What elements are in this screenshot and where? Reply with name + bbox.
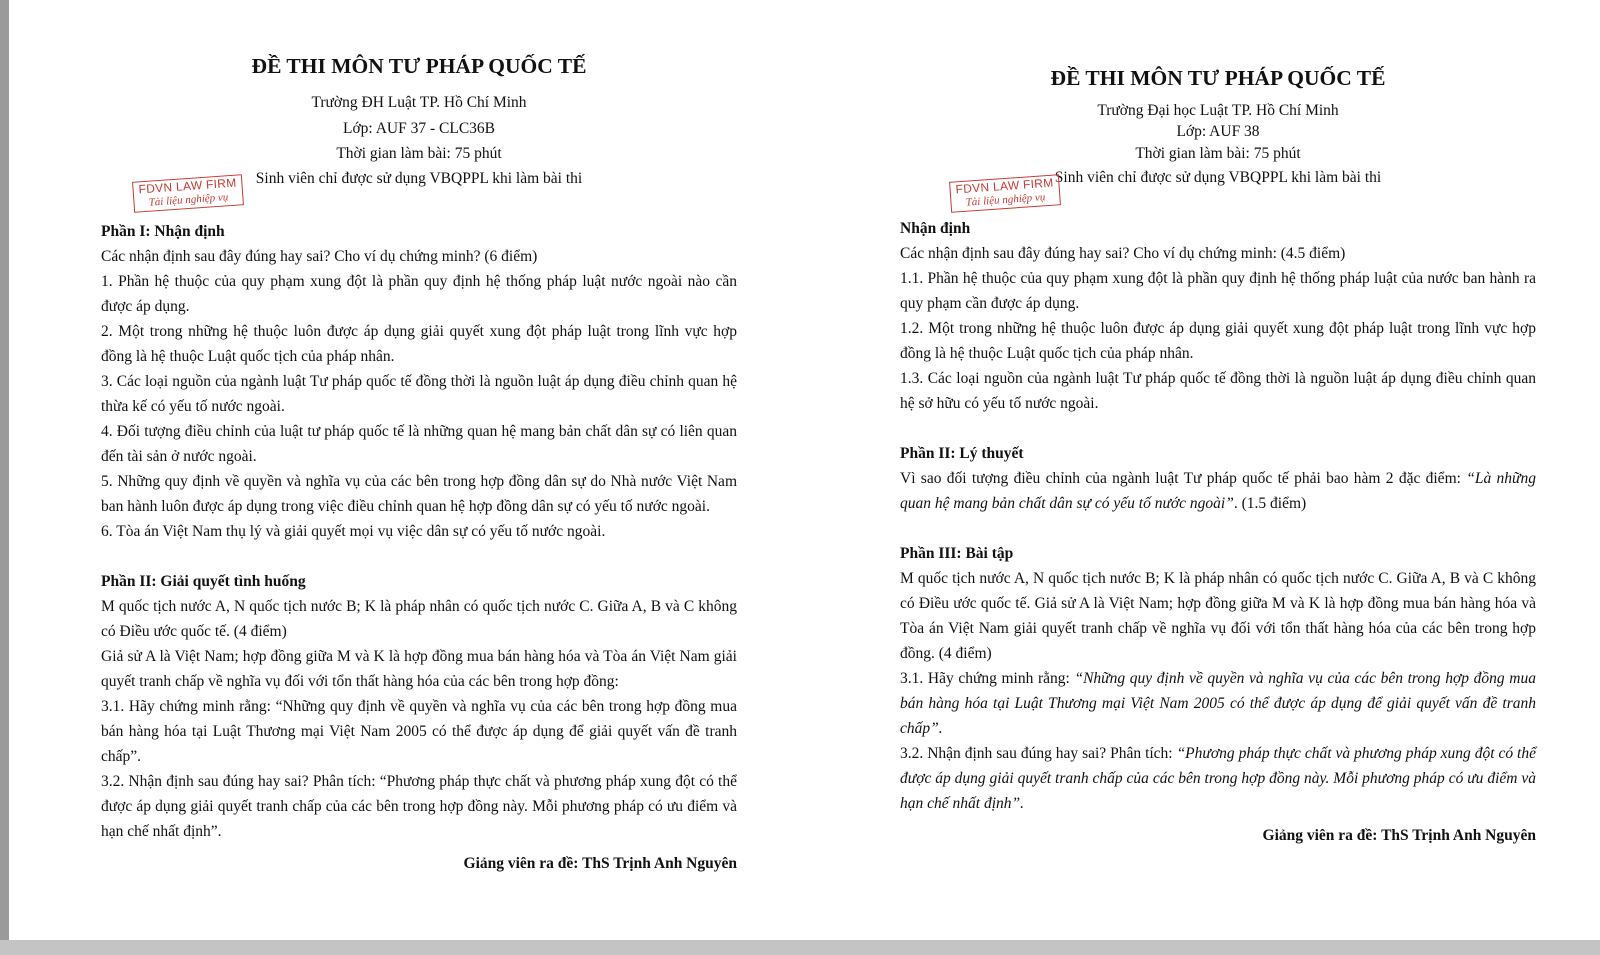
school-name: Trường Đại học Luật TP. Hồ Chí Minh xyxy=(1097,102,1339,119)
section-heading: Phần II: Giải quyết tình huống xyxy=(101,573,306,590)
section-heading: Phần III: Bài tập xyxy=(900,545,1014,562)
question-item: 3. Các loại nguồn của ngành luật Tư pháp quốc tế đồng thời là nguồn luật áp dụng điều chỉnh quan hệ thừa kế có yếu tố nước ngoài. xyxy=(101,373,737,415)
exam-duration: Thời gian làm bài: 75 phút xyxy=(336,145,502,162)
exam-body xyxy=(101,219,737,876)
question-item: 1.1. Phần hệ thuộc của quy phạm xung đột là phần quy định hệ thống pháp luật của nước ban hành ra quy phạm cần được áp dụng. xyxy=(900,270,1536,312)
theory-question: Vì sao đối tượng điều chỉnh của ngành luật Tư pháp quốc tế phải bao hàm 2 đặc điểm: “Là những quan hệ mang bản chất dân sự có yếu tố nước ngoài”. (1.5 điểm) xyxy=(900,470,1536,512)
case-question: 3.2. Nhận định sau đúng hay sai? Phân tích: “Phương pháp thực chất và phương pháp xung đột có thể được áp dụng giải quyết tranh chấp của các bên trong hợp đồng này. Mỗi phương pháp có ưu điểm và hạn chế nhất định”. xyxy=(900,745,1536,812)
question-item: 5. Những quy định về quyền và nghĩa vụ của các bên trong hợp đồng dân sự do Nhà nước Việt Nam ban hành luôn được áp dụng trong việc điều chỉnh quan hệ hợp đồng dân sự có yếu tố nước ngoài. xyxy=(101,473,737,515)
question-item: 1. Phần hệ thuộc của quy phạm xung đột là phần quy định hệ thống pháp luật nước ngoài nào cần được áp dụng. xyxy=(101,273,737,315)
exam-body xyxy=(900,216,1536,848)
section-heading: Nhận định xyxy=(900,220,971,237)
law-firm-stamp: FDVN LAW FIRM Tài liệu nghiệp vụ xyxy=(132,174,244,213)
case-question: 3.2. Nhận định sau đúng hay sai? Phân tích: “Phương pháp thực chất và phương pháp xung đột có thể được áp dụng giải quyết tranh chấp của các bên trong hợp đồng này. Mỗi phương pháp có ưu điểm và hạn chế nhất định”. xyxy=(101,773,737,840)
exam-note: Sinh viên chỉ được sử dụng VBQPPL khi làm bài thi xyxy=(255,170,583,187)
question-item: 4. Đối tượng điều chỉnh của luật tư pháp quốc tế là những quan hệ mang bản chất dân sự có liên quan đến tài sản ở nước ngoài. xyxy=(101,423,737,465)
question-item: 6. Tòa án Việt Nam thụ lý và giải quyết mọi vụ việc dân sự có yếu tố nước ngoài. xyxy=(101,523,606,540)
exam-duration: Thời gian làm bài: 75 phút xyxy=(1135,145,1301,162)
viewer-bottom-edge xyxy=(0,940,1600,955)
section-heading: Phần I: Nhận định xyxy=(101,223,225,240)
question-item: 2. Một trong những hệ thuộc luôn được áp dụng giải quyết xung đột pháp luật trong lĩnh vực hợp đồng là hệ thuộc Luật quốc tịch của pháp nhân. xyxy=(101,323,737,365)
exam-note: Sinh viên chỉ được sử dụng VBQPPL khi làm bài thi xyxy=(1054,169,1382,186)
question-item: 1.2. Một trong những hệ thuộc luôn được áp dụng giải quyết xung đột pháp luật trong lĩnh vực hợp đồng là hệ thuộc Luật quốc tịch của pháp nhân. xyxy=(900,320,1536,362)
viewer-left-edge xyxy=(0,0,9,955)
law-firm-stamp: FDVN LAW FIRM Tài liệu nghiệp vụ xyxy=(949,174,1061,213)
class-name: Lớp: AUF 38 xyxy=(1176,123,1260,140)
lecturer-signature: Giảng viên ra đề: ThS Trịnh Anh Nguyên xyxy=(1262,827,1536,844)
case-paragraph: M quốc tịch nước A, N quốc tịch nước B; K là pháp nhân có quốc tịch nước C. Giữa A, B và C không có Điều ước quốc tế. Giả sử A là Việt Nam; hợp đồng giữa M và K là hợp đồng mua bán hàng hóa và Tòa án Việt Nam giải quyết tranh chấp về nghĩa vụ đối với tổn thất hàng hóa của các bên trong hợp đồng. (4 điểm) xyxy=(900,570,1536,662)
exam-title: ĐỀ THI MÔN TƯ PHÁP QUỐC TẾ xyxy=(251,54,587,78)
class-name: Lớp: AUF 37 - CLC36B xyxy=(342,120,496,137)
question-item: 1.3. Các loại nguồn của ngành luật Tư pháp quốc tế đồng thời là nguồn luật áp dụng điều chỉnh quan hệ sở hữu có yếu tố nước ngoài. xyxy=(900,370,1536,412)
section-heading: Phần II: Lý thuyết xyxy=(900,445,1024,462)
lecturer-signature: Giảng viên ra đề: ThS Trịnh Anh Nguyên xyxy=(463,855,737,872)
exam-title: ĐỀ THI MÔN TƯ PHÁP QUỐC TẾ xyxy=(1050,66,1386,90)
section-instruction: Các nhận định sau đây đúng hay sai? Cho ví dụ chứng minh: (4.5 điểm) xyxy=(900,245,1346,262)
case-paragraph: Giả sử A là Việt Nam; hợp đồng giữa M và K là hợp đồng mua bán hàng hóa và Tòa án Việt Nam giải quyết tranh chấp về nghĩa vụ đối với tổn thất hàng hóa của các bên trong hợp đồng: xyxy=(101,648,737,690)
case-paragraph: M quốc tịch nước A, N quốc tịch nước B; K là pháp nhân có quốc tịch nước C. Giữa A, B và C không có Điều ước quốc tế. (4 điểm) xyxy=(101,598,737,640)
case-question: 3.1. Hãy chứng minh rằng: “Những quy định về quyền và nghĩa vụ của các bên trong hợp đồng mua bán hàng hóa tại Luật Thương mại Việt Nam 2005 có thể được áp dụng để giải quyết vấn đề tranh chấp”. xyxy=(101,698,737,765)
school-name: Trường ĐH Luật TP. Hồ Chí Minh xyxy=(311,94,527,111)
case-question: 3.1. Hãy chứng minh rằng: “Những quy định về quyền và nghĩa vụ của các bên trong hợp đồng mua bán hàng hóa tại Luật Thương mại Việt Nam 2005 có thể được áp dụng để giải quyết vấn đề tranh chấp”. xyxy=(900,670,1536,737)
section-instruction: Các nhận định sau đây đúng hay sai? Cho ví dụ chứng minh? (6 điểm) xyxy=(101,248,538,265)
